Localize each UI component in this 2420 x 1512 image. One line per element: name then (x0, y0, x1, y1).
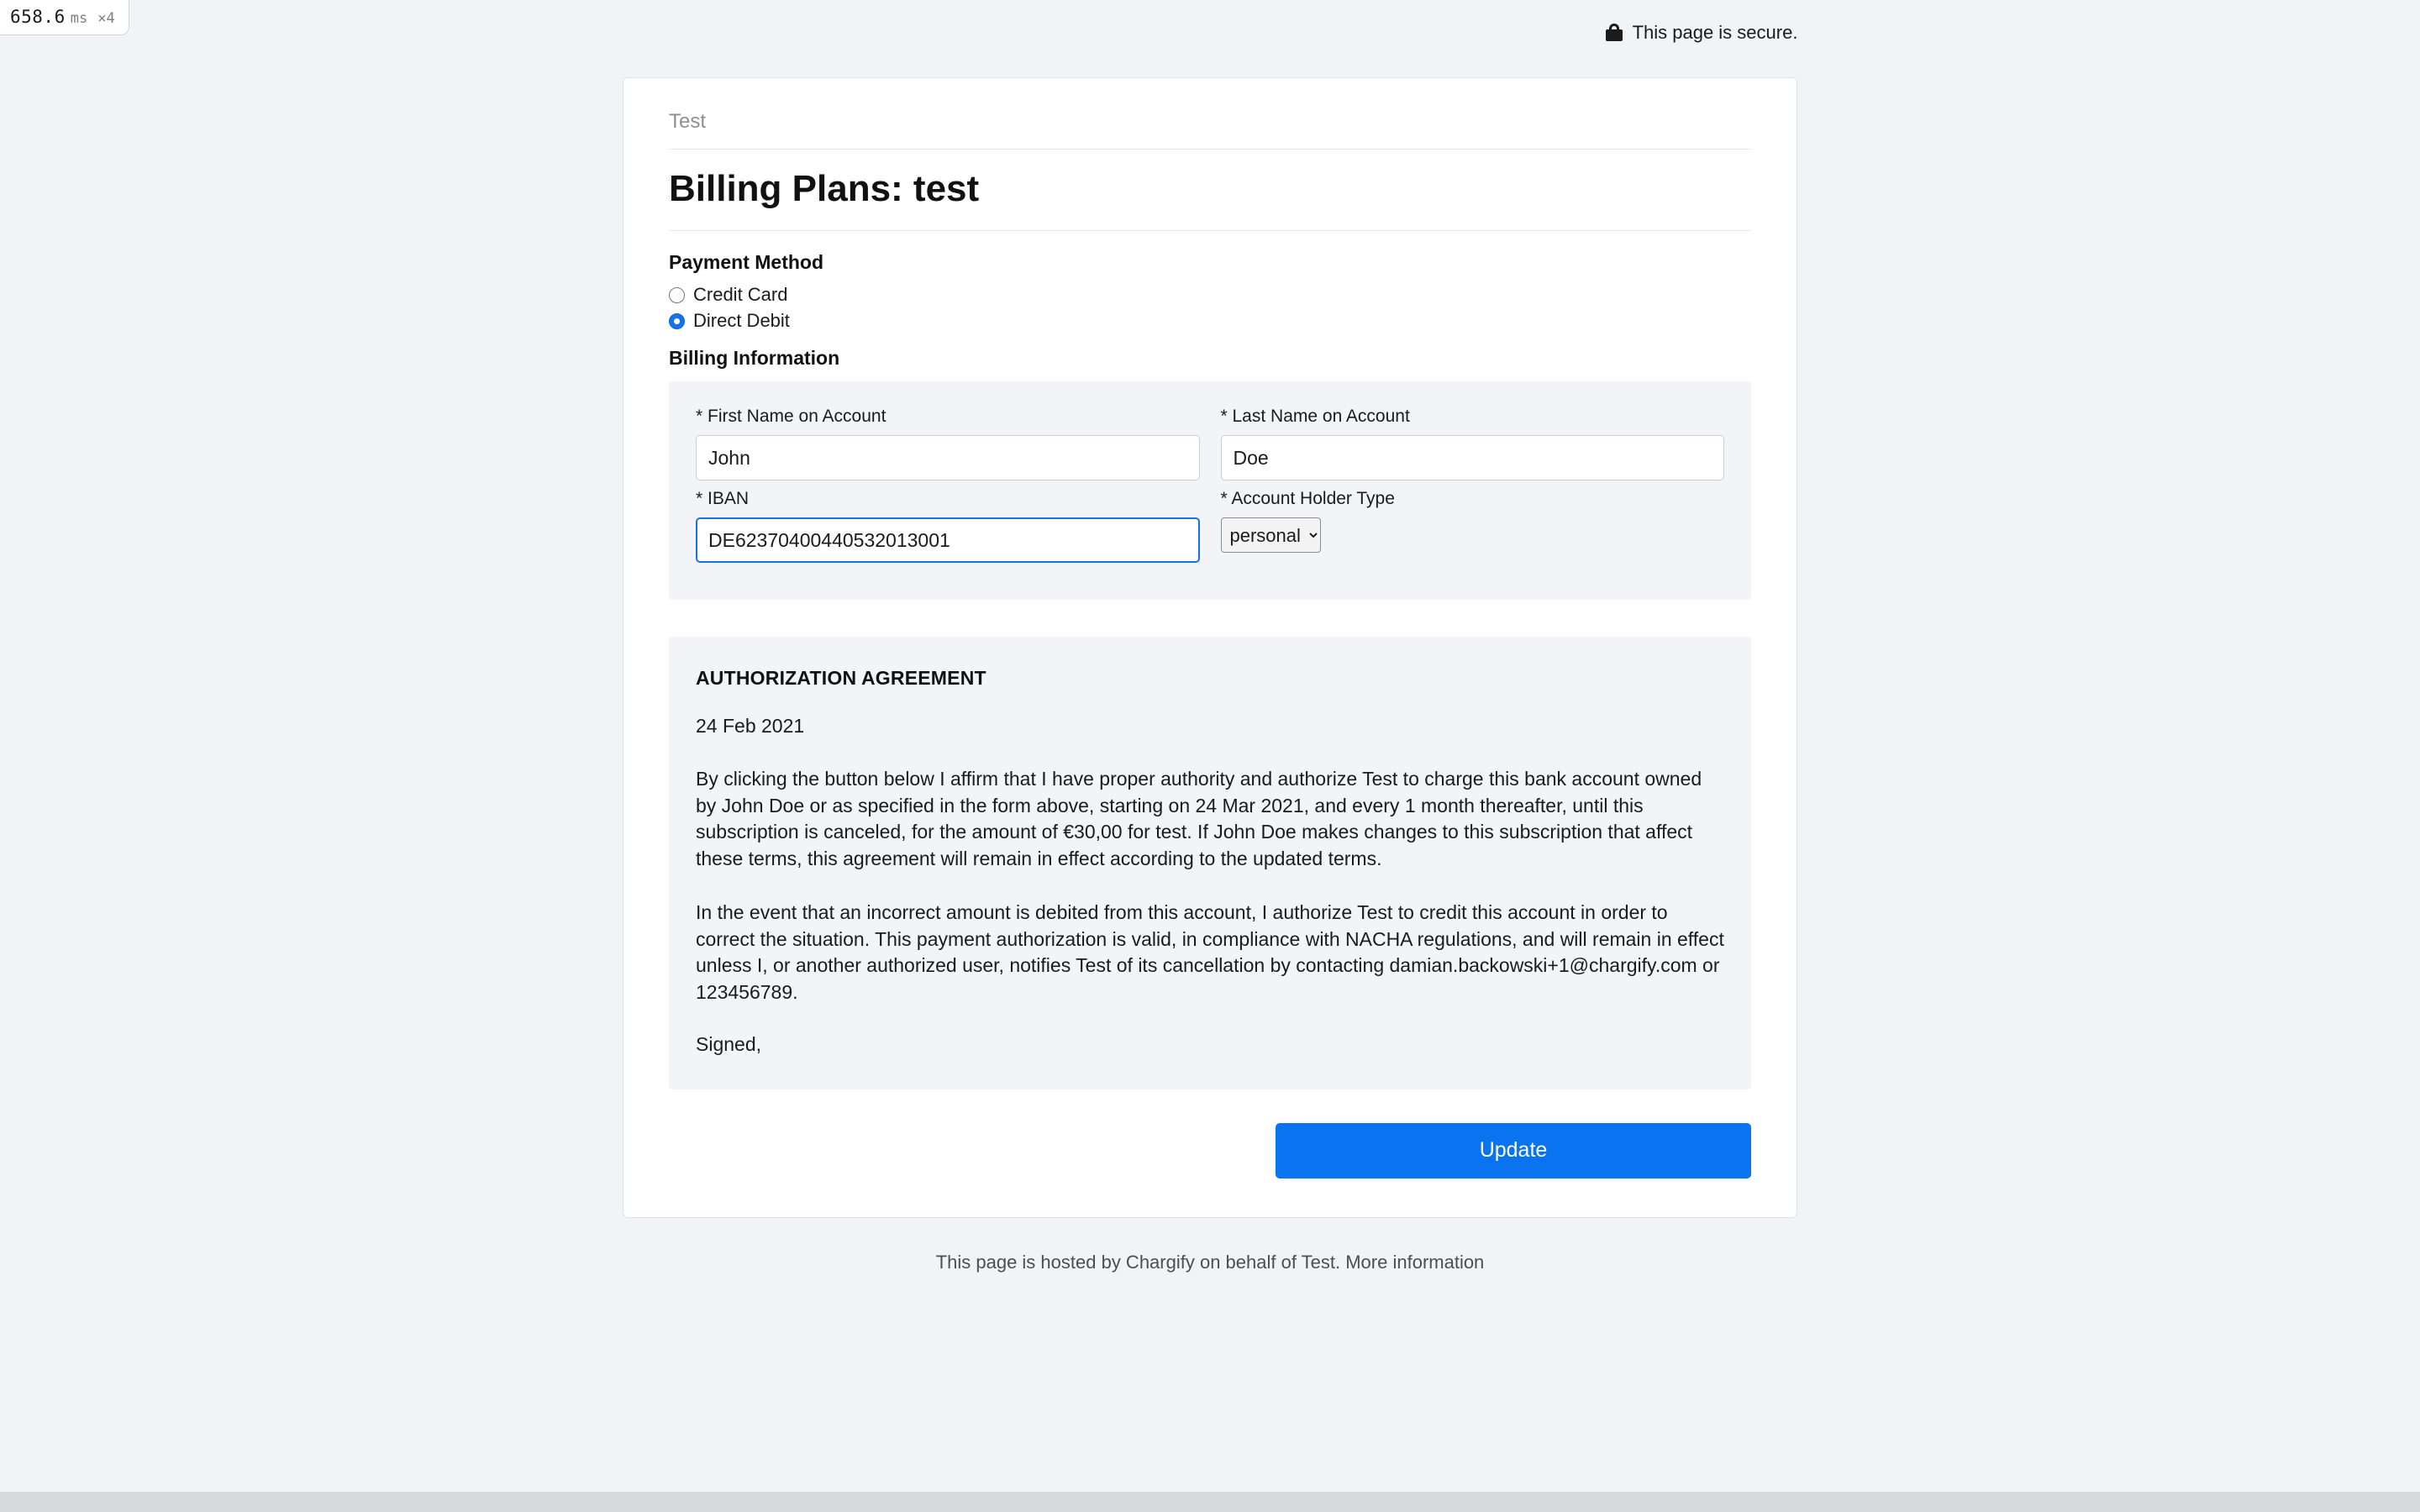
authorization-agreement-panel (669, 637, 1751, 1089)
label-account-holder-type: * Account Holder Type (1220, 489, 1395, 508)
input-last-name[interactable] (1221, 435, 1725, 480)
radio-option-credit-card[interactable] (669, 284, 1751, 306)
lock-icon (1606, 23, 1623, 43)
radio-label-credit-card: Credit Card (693, 284, 788, 305)
input-iban[interactable] (696, 517, 1200, 563)
performance-count: ×4 (97, 10, 115, 27)
authorization-paragraph-2: In the event that an incorrect amount is debited from this account, I authorize Test to credit this account in order to correct the situation. This payment authorization is valid, in compliance with NACHA regulations, and will remain in effect unless I, or another authorized user, notifies Test of its cancellation by contacting damian.backowski+1@chargify.com or 123456789. (696, 900, 1724, 1004)
secure-banner-text: This page is secure. (1632, 22, 1798, 43)
update-button[interactable]: Update (1276, 1123, 1751, 1179)
payment-method-heading: Payment Method (669, 251, 824, 273)
secure-banner (0, 22, 2420, 44)
radio-option-direct-debit[interactable] (669, 310, 1751, 332)
billing-card (623, 77, 1797, 1218)
authorization-title: AUTHORIZATION AGREEMENT (696, 667, 986, 689)
select-account-holder-type[interactable] (1221, 517, 1321, 553)
radio-direct-debit[interactable] (669, 313, 685, 329)
bottom-strip (0, 1492, 2420, 1512)
performance-unit: ms (70, 10, 88, 27)
authorization-date: 24 Feb 2021 (696, 715, 805, 737)
merchant-name: Test (669, 110, 1751, 150)
performance-value: 658.6 (10, 7, 66, 27)
field-account-holder-type (1221, 489, 1725, 563)
label-iban: * IBAN (696, 489, 750, 508)
field-iban (696, 489, 1200, 563)
performance-badge (0, 0, 129, 35)
label-first-name: * First Name on Account (696, 407, 886, 426)
field-last-name (1221, 407, 1725, 480)
radio-credit-card[interactable] (669, 287, 685, 303)
input-first-name[interactable] (696, 435, 1200, 480)
page-title: Billing Plans: test (669, 168, 1751, 231)
billing-information-panel (669, 381, 1751, 600)
billing-information-heading: Billing Information (669, 347, 840, 369)
authorization-signed-label: Signed, (696, 1032, 762, 1055)
footer-note[interactable]: This page is hosted by Chargify on behalf of Test. More information (935, 1251, 1485, 1273)
authorization-paragraph-1: By clicking the button below I affirm that I have proper authority and authorize Test to charge this bank account owned by John Doe or as specified in the form above, starting on 24 Mar 2021, and every 1 month thereafter, until this subscription is canceled, for the amount of €30,00 for test. If John Doe makes changes to this subscription that affect these terms, this agreement will remain in effect according to the updated terms. (696, 768, 1702, 870)
radio-label-direct-debit: Direct Debit (693, 310, 790, 331)
label-last-name: * Last Name on Account (1220, 407, 1410, 426)
field-first-name (696, 407, 1200, 480)
